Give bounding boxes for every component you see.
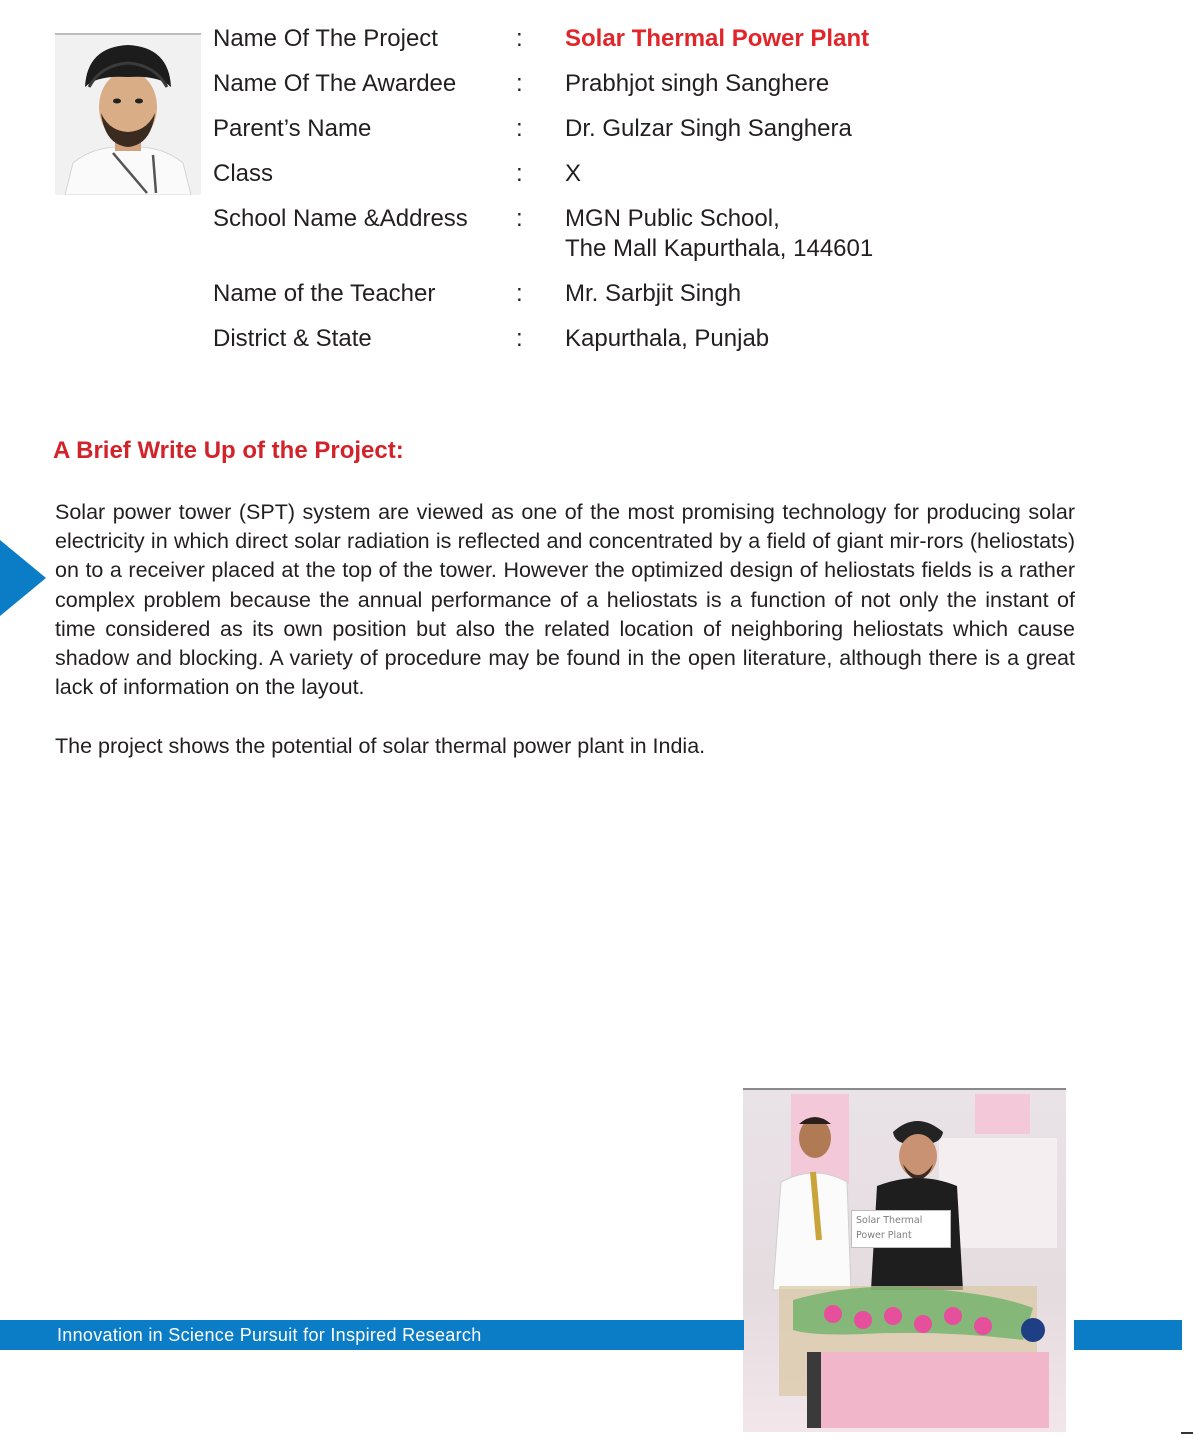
class-value: X <box>565 160 582 187</box>
detail-label: District & State <box>213 325 372 352</box>
school-name-line: MGN Public School, <box>565 205 780 232</box>
footer-banner <box>0 1320 744 1350</box>
detail-row-teacher <box>213 279 1113 309</box>
footer-banner-right <box>1074 1320 1182 1350</box>
awardee-portrait <box>55 33 201 195</box>
writeup-body: Solar power tower (SPT) system are viewed as one of the most promising technology for producing solar electricity in which direct solar radiation is reflected and concentrated by a field of giant mir-rors (heliostats) on to a receiver placed at the top of the tower. However the optimized design of heliostats fields is a rather complex problem because the annual performance of a heliostats is a function of not only the instant of time considered as its own position but also the related location of neighboring heliostats which cause shadow and blocking. A variety of procedure may be found in the open literature, although there is a great lack of information on the layout. <box>55 500 1075 700</box>
writeup-heading: A Brief Write Up of the Project: <box>53 437 404 464</box>
detail-colon: : <box>516 25 523 52</box>
school-address-value <box>565 204 1113 264</box>
detail-colon: : <box>516 160 523 187</box>
detail-label: School Name &Address <box>213 205 468 232</box>
detail-row-school <box>213 204 1113 264</box>
awardee-details-table <box>213 24 1113 369</box>
district-state-value: Kapurthala, Punjab <box>565 325 770 352</box>
teacher-name-value: Mr. Sarbjit Singh <box>565 280 742 307</box>
photo-sign-line: Power Plant <box>856 1230 912 1241</box>
detail-label: Name Of The Project <box>213 25 438 52</box>
detail-row-awardee-name <box>213 69 1113 99</box>
detail-label: Parent’s Name <box>213 115 372 142</box>
writeup-conclusion: The project shows the potential of solar thermal power plant in India. <box>55 734 706 758</box>
photo-sign-line: Solar Thermal <box>856 1215 923 1226</box>
awardee-portrait-illustration <box>55 35 201 195</box>
school-address-line: The Mall Kapurthala, 144601 <box>565 235 874 262</box>
detail-colon: : <box>516 70 523 97</box>
detail-colon: : <box>516 280 523 307</box>
detail-row-district-state <box>213 324 1113 354</box>
awardee-name-value: Prabhjot singh Sanghere <box>565 70 830 97</box>
photo-sign <box>851 1210 951 1248</box>
parent-name-value: Dr. Gulzar Singh Sanghera <box>565 115 852 142</box>
detail-label: Class <box>213 160 274 187</box>
project-photo-illustration <box>743 1090 1066 1432</box>
detail-label: Name of the Teacher <box>213 280 436 307</box>
triangle-marker-icon <box>0 540 46 616</box>
project-name-value: Solar Thermal Power Plant <box>565 25 870 52</box>
project-photo <box>743 1088 1066 1432</box>
detail-label: Name Of The Awardee <box>213 70 457 97</box>
detail-row-parent-name <box>213 114 1113 144</box>
footer-tagline: Innovation in Science Pursuit for Inspired Research <box>57 1325 482 1345</box>
detail-colon: : <box>516 115 523 142</box>
detail-colon: : <box>516 325 523 352</box>
detail-row-class <box>213 159 1113 189</box>
detail-row-project-name <box>213 24 1113 54</box>
page-edge-mark <box>1181 1432 1193 1434</box>
detail-colon: : <box>516 205 523 232</box>
